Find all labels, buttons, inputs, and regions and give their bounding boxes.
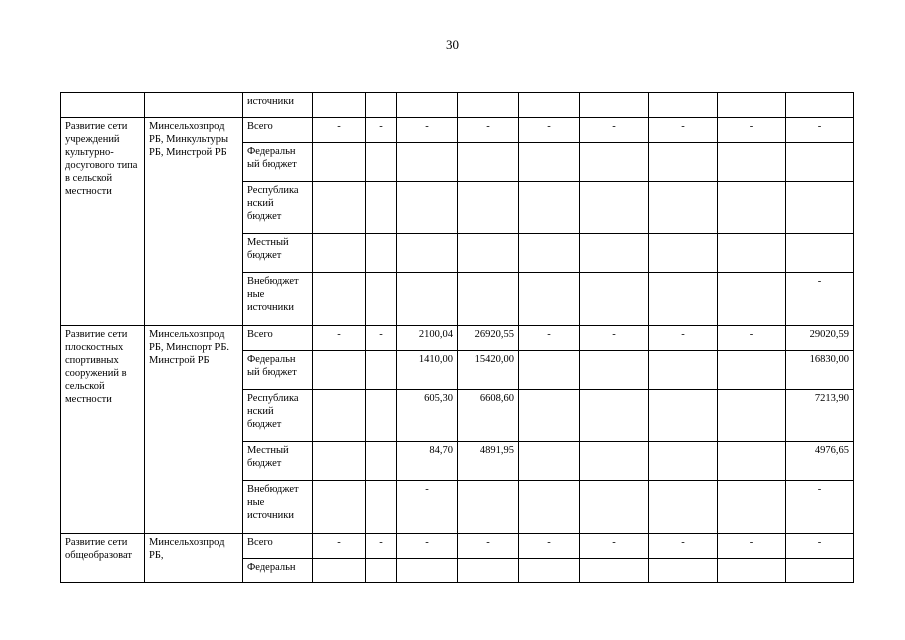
value-cell — [397, 559, 458, 583]
value-cell: 84,70 — [397, 442, 458, 481]
value-cell: - — [580, 534, 649, 559]
value-cell: - — [458, 118, 519, 143]
value-cell: - — [313, 534, 366, 559]
funding-source-cell: Республика нский бюджет — [243, 390, 313, 442]
value-cell — [366, 93, 397, 118]
value-cell — [313, 234, 366, 273]
value-cell — [580, 93, 649, 118]
value-cell — [458, 481, 519, 534]
funding-source-cell: Местный бюджет — [243, 442, 313, 481]
value-cell: - — [397, 481, 458, 534]
value-cell: - — [786, 273, 854, 326]
value-cell — [718, 390, 786, 442]
value-cell: - — [519, 118, 580, 143]
value-cell: - — [313, 326, 366, 351]
value-cell: 16830,00 — [786, 351, 854, 390]
value-cell: - — [786, 118, 854, 143]
value-cell — [649, 273, 718, 326]
funding-source-cell: Федеральн ый бюджет — [243, 143, 313, 182]
value-cell — [786, 234, 854, 273]
value-cell — [649, 559, 718, 583]
value-cell — [649, 93, 718, 118]
value-cell — [366, 234, 397, 273]
value-cell — [649, 390, 718, 442]
value-cell — [580, 390, 649, 442]
value-cell: - — [397, 118, 458, 143]
executors-cell: Минсельхозпрод РБ, — [145, 534, 243, 583]
value-cell — [786, 93, 854, 118]
value-cell: 605,30 — [397, 390, 458, 442]
value-cell: - — [580, 118, 649, 143]
value-cell — [580, 442, 649, 481]
value-cell: 26920,55 — [458, 326, 519, 351]
value-cell — [718, 273, 786, 326]
value-cell — [519, 351, 580, 390]
table-row — [61, 118, 854, 143]
funding-source-cell: Федеральн — [243, 559, 313, 583]
value-cell: 6608,60 — [458, 390, 519, 442]
value-cell: - — [366, 326, 397, 351]
value-cell — [313, 481, 366, 534]
value-cell: - — [519, 326, 580, 351]
value-cell: - — [718, 118, 786, 143]
value-cell — [718, 234, 786, 273]
value-cell — [313, 93, 366, 118]
value-cell — [580, 143, 649, 182]
value-cell — [649, 143, 718, 182]
value-cell — [718, 481, 786, 534]
value-cell — [519, 182, 580, 234]
value-cell: - — [649, 326, 718, 351]
value-cell — [649, 234, 718, 273]
value-cell — [718, 351, 786, 390]
value-cell — [313, 559, 366, 583]
value-cell: - — [649, 118, 718, 143]
value-cell — [397, 273, 458, 326]
value-cell — [718, 182, 786, 234]
value-cell — [313, 442, 366, 481]
value-cell — [649, 351, 718, 390]
value-cell — [786, 182, 854, 234]
table-row — [61, 326, 854, 351]
value-cell — [649, 481, 718, 534]
value-cell — [366, 442, 397, 481]
value-cell: - — [519, 534, 580, 559]
value-cell — [786, 143, 854, 182]
value-cell — [366, 182, 397, 234]
value-cell — [458, 273, 519, 326]
table-row — [61, 93, 854, 118]
value-cell — [519, 234, 580, 273]
value-cell — [458, 559, 519, 583]
direction-cell: Развитие сети учреждений культурно-досугового типа в сельской местности — [61, 118, 145, 326]
value-cell — [458, 143, 519, 182]
value-cell: - — [580, 326, 649, 351]
value-cell — [519, 143, 580, 182]
value-cell — [366, 351, 397, 390]
value-cell — [786, 559, 854, 583]
value-cell: - — [786, 481, 854, 534]
value-cell: - — [718, 534, 786, 559]
value-cell — [580, 481, 649, 534]
value-cell: - — [786, 534, 854, 559]
direction-cell: Развитие сети общеобразоват — [61, 534, 145, 583]
funding-source-cell: Местный бюджет — [243, 234, 313, 273]
value-cell — [718, 143, 786, 182]
value-cell: 2100,04 — [397, 326, 458, 351]
value-cell — [313, 182, 366, 234]
value-cell — [519, 481, 580, 534]
value-cell: 29020,59 — [786, 326, 854, 351]
value-cell — [366, 481, 397, 534]
executors-cell — [145, 93, 243, 118]
value-cell — [519, 390, 580, 442]
value-cell — [397, 182, 458, 234]
value-cell — [519, 93, 580, 118]
value-cell — [458, 182, 519, 234]
value-cell — [366, 559, 397, 583]
value-cell: 15420,00 — [458, 351, 519, 390]
funding-source-cell: Республика нский бюджет — [243, 182, 313, 234]
value-cell: 7213,90 — [786, 390, 854, 442]
value-cell: - — [313, 118, 366, 143]
value-cell — [313, 273, 366, 326]
value-cell — [458, 93, 519, 118]
value-cell — [366, 390, 397, 442]
value-cell: 4891,95 — [458, 442, 519, 481]
value-cell: - — [458, 534, 519, 559]
value-cell — [313, 390, 366, 442]
direction-cell — [61, 93, 145, 118]
value-cell — [580, 559, 649, 583]
funding-source-cell: Внебюджет ные источники — [243, 273, 313, 326]
value-cell — [580, 182, 649, 234]
funding-source-cell: Внебюджет ные источники — [243, 481, 313, 534]
value-cell — [519, 442, 580, 481]
budget-table — [60, 92, 854, 583]
value-cell — [580, 234, 649, 273]
value-cell — [649, 442, 718, 481]
table-row — [61, 534, 854, 559]
value-cell — [580, 351, 649, 390]
executors-cell: Минсельхозпрод РБ, Минспорт РБ. Минстрой РБ — [145, 326, 243, 534]
value-cell — [313, 143, 366, 182]
value-cell — [397, 234, 458, 273]
executors-cell: Минсельхозпрод РБ, Минкультуры РБ, Минстрой РБ — [145, 118, 243, 326]
value-cell: 4976,65 — [786, 442, 854, 481]
funding-source-cell: Федеральн ый бюджет — [243, 351, 313, 390]
value-cell — [397, 143, 458, 182]
value-cell — [718, 93, 786, 118]
funding-source-cell: Всего — [243, 118, 313, 143]
value-cell — [580, 273, 649, 326]
value-cell: - — [718, 326, 786, 351]
value-cell — [718, 559, 786, 583]
value-cell: - — [366, 118, 397, 143]
value-cell: 1410,00 — [397, 351, 458, 390]
value-cell: - — [649, 534, 718, 559]
funding-source-cell: Всего — [243, 326, 313, 351]
value-cell: - — [397, 534, 458, 559]
direction-cell: Развитие сети плоскостных спортивных сооружений в сельской местности — [61, 326, 145, 534]
value-cell — [366, 273, 397, 326]
value-cell — [313, 351, 366, 390]
value-cell — [718, 442, 786, 481]
value-cell — [519, 273, 580, 326]
value-cell — [649, 182, 718, 234]
value-cell — [519, 559, 580, 583]
value-cell — [458, 234, 519, 273]
value-cell: - — [366, 534, 397, 559]
page-number: 30 — [446, 37, 459, 52]
value-cell — [366, 143, 397, 182]
funding-source-cell: Всего — [243, 534, 313, 559]
funding-source-cell: источники — [243, 93, 313, 118]
value-cell — [397, 93, 458, 118]
